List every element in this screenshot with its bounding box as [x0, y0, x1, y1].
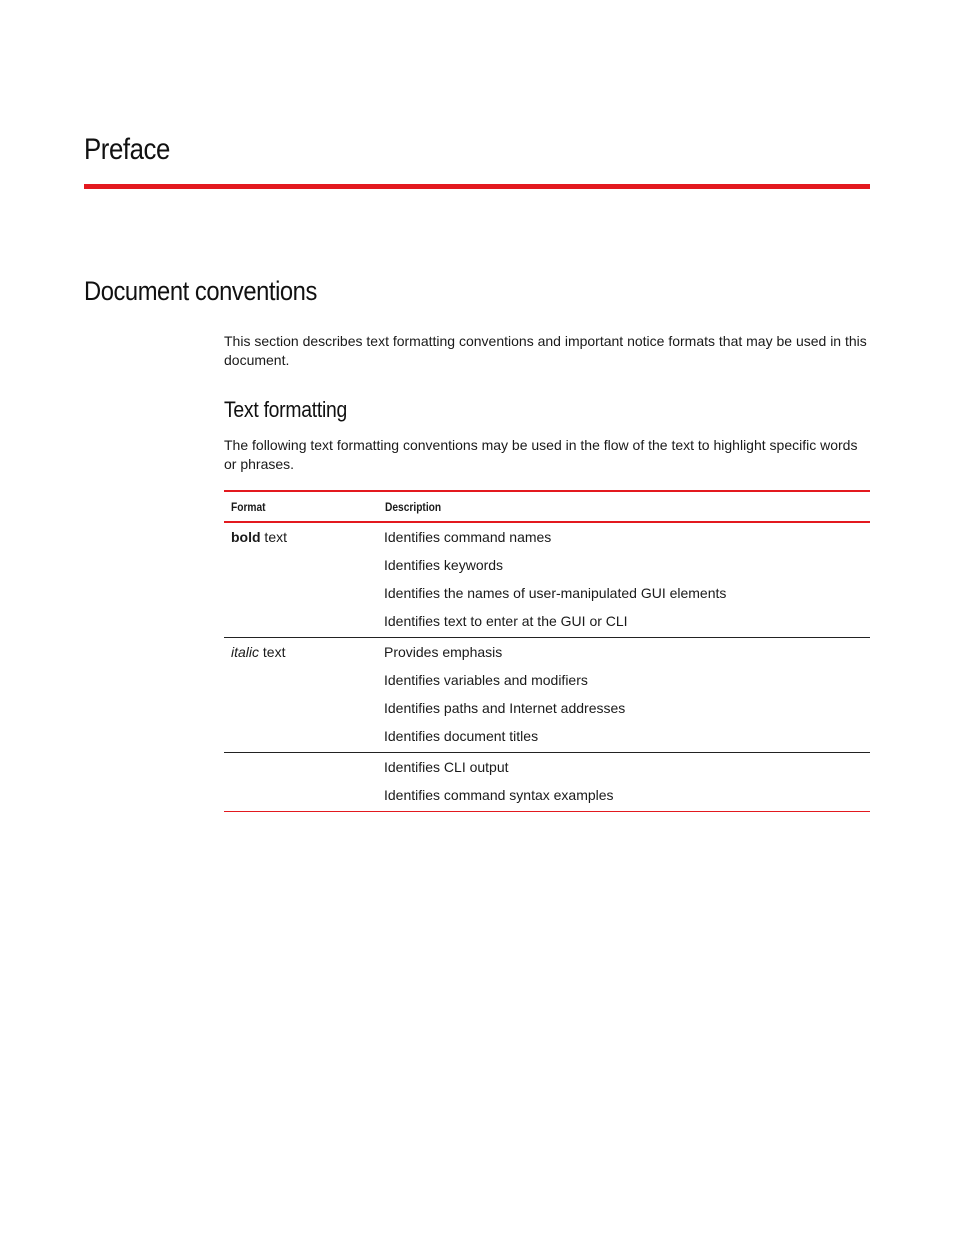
format-rest: text — [259, 644, 286, 660]
description-line: Identifies command syntax examples — [384, 787, 614, 803]
chapter-title: Preface — [84, 133, 170, 166]
table-row — [224, 522, 870, 638]
description-cell — [384, 522, 870, 638]
description-line: Identifies paths and Internet addresses — [384, 700, 626, 716]
format-cell — [224, 638, 384, 753]
conventions-table — [224, 490, 870, 812]
table-row — [224, 753, 870, 812]
subsection-title: Text formatting — [224, 397, 348, 422]
description-line: Identifies CLI output — [384, 759, 509, 775]
description-cell — [384, 638, 870, 753]
format-styled-word: italic — [231, 644, 260, 660]
section-title: Document conventions — [84, 276, 317, 306]
format-rest: text — [260, 529, 288, 545]
description-line: Identifies document titles — [384, 728, 539, 744]
format-styled-word: bold — [231, 529, 261, 545]
table-header-row — [224, 491, 870, 522]
intro-paragraph: This section describes text formatting conventions and important notice formats that may be used in this document. — [224, 333, 867, 368]
description-line: Identifies keywords — [384, 557, 504, 573]
description-cell — [384, 753, 870, 812]
chapter-rule — [84, 184, 870, 189]
format-cell — [224, 753, 384, 812]
description-line: Identifies text to enter at the GUI or CLI — [384, 613, 628, 629]
table-row — [224, 638, 870, 753]
text-formatting-paragraph: The following text formatting conventions may be used in the flow of the text to highlight specific words or phrases. — [224, 437, 858, 472]
description-line: Identifies variables and modifiers — [384, 672, 588, 688]
description-line: Identifies command names — [384, 529, 552, 545]
column-header-format: Format — [224, 491, 384, 522]
description-line: Identifies the names of user-manipulated GUI elements — [384, 585, 727, 601]
description-line: Provides emphasis — [384, 644, 503, 660]
format-cell — [224, 522, 384, 638]
column-header-description: Description — [384, 491, 870, 522]
